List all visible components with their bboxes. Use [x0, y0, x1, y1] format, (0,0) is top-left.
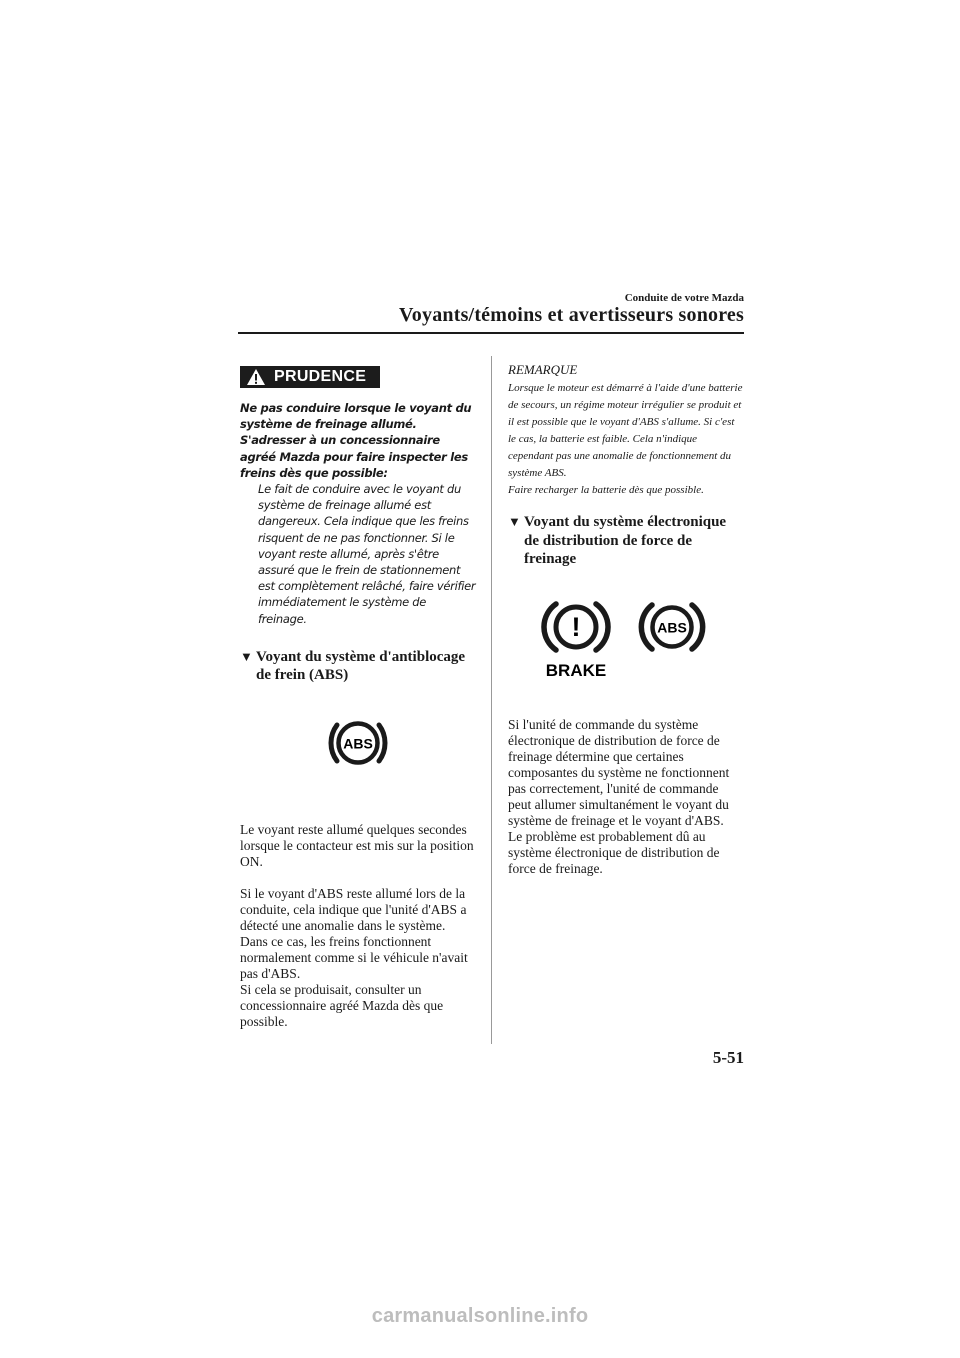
page-title: Voyants/témoins et avertisseurs sonores — [398, 304, 744, 326]
abs-section-heading — [240, 648, 476, 685]
abs-section-heading-text: Voyant du système d'antiblocage de frein (ABS) — [256, 648, 466, 684]
caution-body-text: Le fait de conduire avec le voyant du système de freinage allumé est dangereux. Cela indique que les freins risquent de ne pas fonctionner. Si le voyant reste allumé, après s'être assuré que le frein de stationnement est complètement relâché, faire vérifier immédiatement le système de freinage. — [258, 482, 476, 626]
abs-paragraph-2-line-3: Si cela se produisait, consulter un concessionnaire agréé Mazda dès que possible. — [240, 981, 444, 1029]
left-column — [240, 366, 476, 1030]
warning-triangle-icon — [246, 368, 266, 386]
brake-icon-mark: ! — [571, 611, 581, 642]
abs-icon-label: ABS — [343, 735, 373, 752]
header-section-label: Conduite de votre Mazda — [624, 292, 744, 304]
brake-icon-label: BRAKE — [545, 660, 607, 680]
triangle-down-icon: ▼ — [240, 648, 253, 664]
abs-paragraph-1: Le voyant reste allumé quelques secondes lorsque le contacteur est mis sur la position ON. — [240, 821, 474, 869]
ebd-section-heading-text: Voyant du système électronique de distribution de force de freinage — [524, 514, 727, 567]
abs-warning-icon — [240, 715, 476, 771]
ebd-icons-row — [508, 599, 744, 681]
abs-warning-icon — [632, 599, 712, 659]
caution-badge-label: PRUDENCE — [274, 368, 367, 385]
caution-badge — [240, 366, 380, 388]
ebd-section-heading — [508, 513, 744, 569]
watermark: carmanualsonline.info — [371, 1305, 589, 1327]
triangle-down-icon: ▼ — [508, 514, 521, 529]
brake-warning-icon — [536, 599, 616, 681]
right-column — [508, 362, 744, 877]
abs-paragraph-2-line-1: Si le voyant d'ABS reste allumé lors de la conduite, cela indique que l'unité d'ABS a détecté une anomalie dans le système. — [240, 885, 467, 933]
note-body: Lorsque le moteur est démarré à l'aide d'une batterie de secours, un régime moteur irrégulier se produit et il est possible que le voyant d'ABS s'allume. Si c'est le cas, la batterie est faible. Cela n'indique cependant pas une anomalie de fonctionnement du système ABS. — [508, 382, 743, 479]
header-divider — [238, 332, 744, 334]
ebd-paragraph-2: Le problème est probablement dû au système électronique de distribution de force de freinage. — [508, 828, 720, 876]
ebd-paragraph: Si l'unité de commande du système électronique de distribution de force de freinage détermine que certaines composantes du système ne fonctionnent pas correctement, l'unité de commande peut allumer simultanément le voyant du système de freinage et le voyant d'ABS. — [508, 716, 730, 828]
column-divider — [491, 356, 492, 1044]
note-title: REMARQUE — [508, 362, 578, 377]
abs-icon-label: ABS — [657, 619, 687, 635]
abs-paragraph-2-line-2: Dans ce cas, les freins fonctionnent normalement comme si le véhicule n'avait pas d'ABS. — [240, 933, 468, 981]
page-number: 5-51 — [712, 1048, 744, 1067]
caution-lead-text: Ne pas conduire lorsque le voyant du système de freinage allumé. S'adresser à un concessionnaire agréé Mazda pour faire inspecter les freins dès que possible: — [240, 401, 472, 480]
note-body-2: Faire recharger la batterie dès que possible. — [508, 484, 704, 496]
